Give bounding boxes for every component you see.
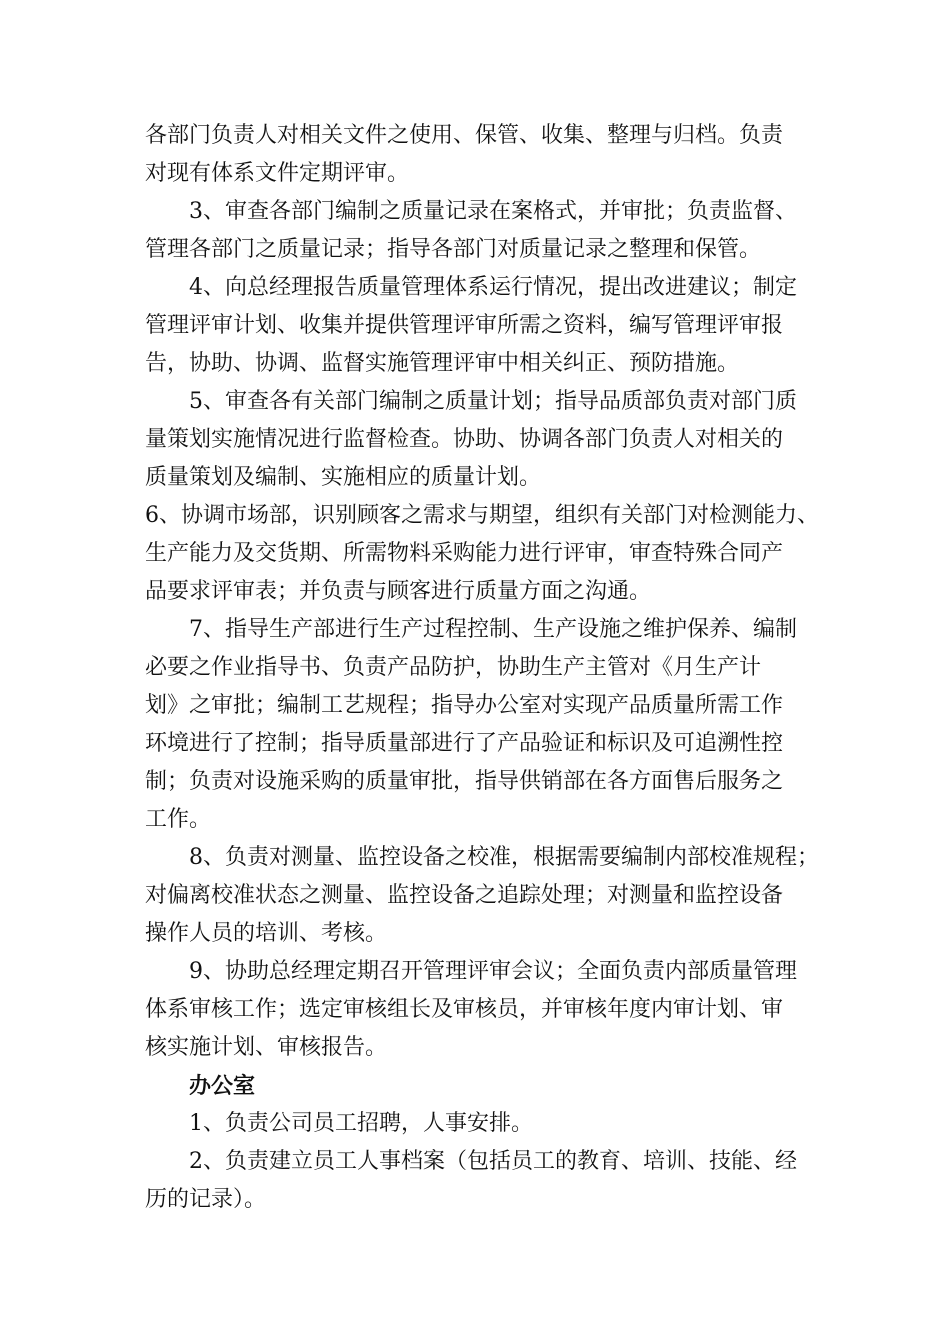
text-line: 必要之作业指导书、负责产品防护，协助生产主管对《月生产计 [145,655,762,680]
paragraph-3-line: 3、审查各部门编制之质量记录在案格式，并审批；负责监督、 [189,199,797,224]
document-body [145,117,835,1219]
text-line: 告，协助、协调、监督实施管理评审中相关纠正、预防措施。 [145,351,740,376]
section-heading-office: 办公室 [189,1073,256,1099]
text-line: 体系审核工作；选定审核组长及审核员，并审核年度内审计划、审 [145,997,784,1022]
text-line: 工作。 [145,807,212,832]
text-line: 对偏离校准状态之测量、监控设备之追踪处理；对测量和监控设备 [145,883,784,908]
office-item-1-line: 1、负责公司员工招聘，人事安排。 [189,1111,533,1136]
text-line: 操作人员的培训、考核。 [145,921,388,946]
text-line: 对现有体系文件定期评审。 [145,161,410,186]
text-line: 划》之审批；编制工艺规程；指导办公室对实现产品质量所需工作 [145,693,784,718]
text-line: 管理评审计划、收集并提供管理评审所需之资料，编写管理评审报 [145,313,784,338]
text-line: 品要求评审表；并负责与顾客进行质量方面之沟通。 [145,579,652,604]
text-line: 制；负责对设施采购的质量审批，指导供销部在各方面售后服务之 [145,769,784,794]
paragraph-5-line: 5、审查各有关部门编制之质量计划；指导品质部负责对部门质 [189,389,797,414]
text-line: 管理各部门之质量记录；指导各部门对质量记录之整理和保管。 [145,237,762,262]
paragraph-4-line: 4、向总经理报告质量管理体系运行情况，提出改进建议；制定 [189,275,797,300]
text-line: 历的记录）。 [145,1187,267,1212]
text-line: 生产能力及交货期、所需物料采购能力进行评审，审查特殊合同产 [145,541,784,566]
paragraph-9-line: 9、协助总经理定期召开管理评审会议；全面负责内部质量管理 [189,959,797,984]
text-line: 环境进行了控制；指导质量部进行了产品验证和标识及可追溯性控 [145,731,784,756]
office-item-2-line: 2、负责建立员工人事档案（包括员工的教育、培训、技能、经 [189,1149,797,1174]
paragraph-7-line: 7、指导生产部进行生产过程控制、生产设施之维护保养、编制 [189,617,797,642]
text-line: 核实施计划、审核报告。 [145,1035,388,1060]
text-line: 质量策划及编制、实施相应的质量计划。 [145,465,542,490]
paragraph-8-line: 8、负责对测量、监控设备之校准，根据需要编制内部校准规程； [189,845,819,870]
text-line: 量策划实施情况进行监督检查。协助、协调各部门负责人对相关的 [145,427,784,452]
paragraph-6-line: 6、协调市场部，识别顾客之需求与期望，组织有关部门对检测能力、 [145,503,819,528]
text-line: 各部门负责人对相关文件之使用、保管、收集、整理与归档。负责 [145,123,784,148]
